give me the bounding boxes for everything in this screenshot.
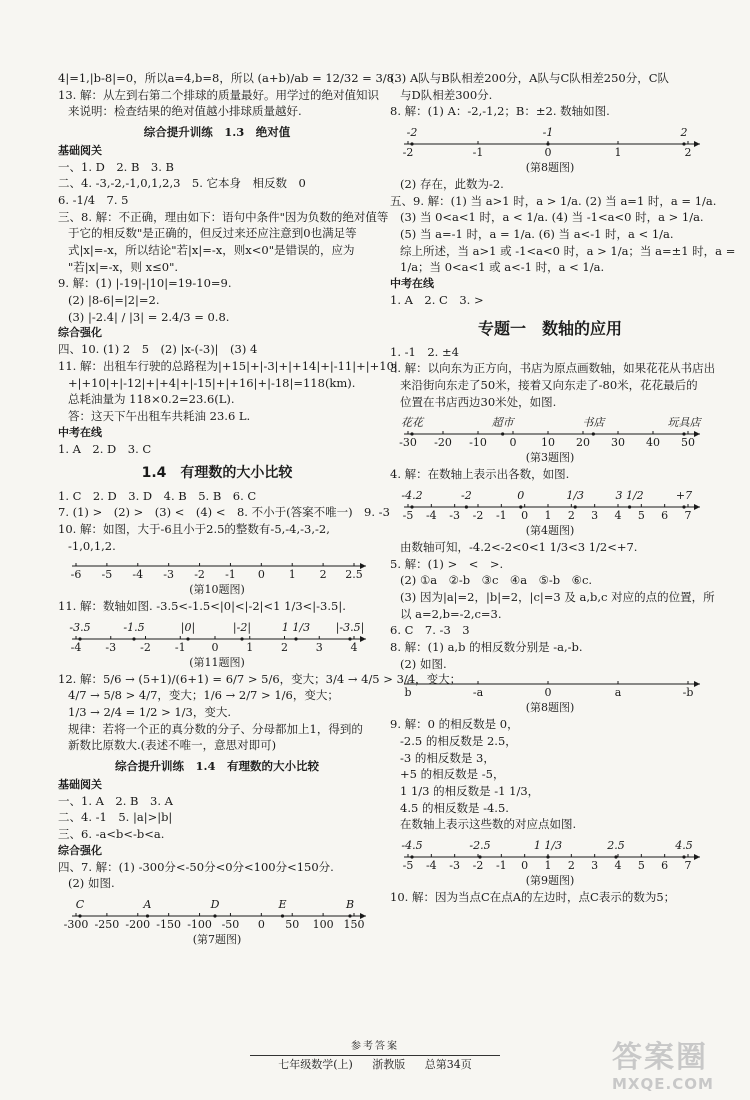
point-marker xyxy=(213,914,216,917)
point-marker xyxy=(410,433,413,436)
tick-label: 2 xyxy=(684,146,692,160)
tick-label: -6 xyxy=(70,568,82,582)
answer-text-line: 4|=1,|b-8|=0，所以a=4,b=8，所以 (a+b)/ab = 12/32 = 3/8. xyxy=(58,71,398,85)
tick-label: 10 xyxy=(541,436,555,450)
point-label: 2 xyxy=(680,126,688,140)
answer-text-line: 规律：若将一个正的真分数的分子、分母都加上1，得到的 xyxy=(68,721,363,736)
subsection-label: 基础阅关 xyxy=(58,143,102,157)
answer-text-line: 五、9. 解：(1) 当 a>1 时，a > 1/a. (2) 当 a=1 时，a = 1/a. xyxy=(390,193,717,208)
number-line-svg xyxy=(58,556,376,582)
tick-label: 2 xyxy=(567,509,575,523)
answer-text-line: 新数比原数大.(表述不唯一，意思对即可) xyxy=(68,738,277,753)
watermark-text-url: MXQE.COM xyxy=(612,1074,714,1093)
tick-label: -4 xyxy=(132,568,144,582)
number-line-svg xyxy=(390,835,710,873)
tick-label: a xyxy=(614,686,622,700)
answer-text-line: (2) 如图. xyxy=(68,876,115,891)
answer-text-line: (3) 因为|a|=2，|b|=2，|c|=3 及 a,b,c 对应的点的位置，所 xyxy=(400,590,715,605)
answer-text-line: (3) 当 0<a<1 时，a < 1/a. (4) 当 -1<a<0 时，a > 1/a. xyxy=(400,210,704,225)
tick-label: 3 xyxy=(315,640,323,654)
answer-text-line: (3) A队与B队相差200分，A队与C队相差250分，C队 xyxy=(390,71,670,85)
point-marker xyxy=(546,855,549,858)
answer-text-line: 位置在书店西边30米处，如图. xyxy=(400,394,557,409)
axis-arrow-icon xyxy=(694,681,700,687)
point-marker xyxy=(410,142,413,145)
subsection-label: 中考在线 xyxy=(390,276,434,290)
tick-label: 1 xyxy=(544,509,552,523)
point-label: -4.5 xyxy=(401,839,423,853)
point-label: 1 1/3 xyxy=(533,839,563,853)
answer-text-line: 4.5 的相反数是 -4.5. xyxy=(400,800,509,815)
answer-text-line: 四、10. (1) 2 5 (2) |x-(-3)| (3) 4 xyxy=(58,342,258,357)
tick-label: -250 xyxy=(94,918,120,932)
figure-caption: (第10题图) xyxy=(189,583,245,597)
answer-text-line: 9. 解：(1) |-19|-|10|=19-10=9. xyxy=(58,276,232,291)
section-heading: 综合提升训练 1.4 有理数的大小比较 xyxy=(114,759,319,774)
answer-text-line: +5 的相反数是 -5， xyxy=(400,767,505,782)
answer-text-line: 四、7. 解：(1) -300分<-50分<0分<100分<150分. xyxy=(58,859,334,874)
figure-caption: (第8题图) xyxy=(525,161,575,175)
answer-text-line: 6. -1/4 7. 5 xyxy=(58,192,129,207)
tick-label: 6 xyxy=(661,859,669,873)
tick-label: 5 xyxy=(637,859,645,873)
answer-text-line: (5) 当 a=-1 时，a = 1/a. (6) 当 a<-1 时，a < 1/a. xyxy=(400,226,674,241)
point-marker xyxy=(78,637,81,640)
tick-label: 2 xyxy=(319,568,327,582)
tick-label: 2.5 xyxy=(345,568,363,582)
answer-text-line: (3) |-2.4| / |3| = 2.4/3 = 0.8. xyxy=(68,309,230,324)
answer-text-line: 于它的相反数"是正确的，但反过来还应注意到0也满足等 xyxy=(68,226,357,241)
tick-label: 7 xyxy=(684,859,692,873)
point-marker xyxy=(628,505,631,508)
tick-label: -200 xyxy=(125,918,151,932)
answer-text-line: "若|x|=-x，则 x≤0". xyxy=(68,259,179,274)
tick-label: 0 xyxy=(257,568,265,582)
tick-label: -4 xyxy=(425,859,437,873)
point-marker xyxy=(682,142,685,145)
number-line-svg xyxy=(390,122,710,160)
point-marker xyxy=(146,914,149,917)
footer-grade: 七年级数学(上) xyxy=(278,1057,353,1071)
number-line-svg xyxy=(390,412,710,450)
point-label: 2.5 xyxy=(607,839,625,853)
tick-label: 50 xyxy=(681,436,695,450)
tick-label: -30 xyxy=(399,436,417,450)
point-label: D xyxy=(210,898,220,912)
answer-text-line: 1. A 2. D 3. C xyxy=(58,441,152,456)
answer-text-line: (2) 如图. xyxy=(400,656,447,671)
point-label: -1 xyxy=(542,126,554,140)
point-marker xyxy=(478,855,481,858)
subsection-label: 中考在线 xyxy=(58,425,102,439)
tick-label: -5 xyxy=(402,509,414,523)
point-label: -3.5 xyxy=(69,620,91,634)
point-marker xyxy=(546,142,549,145)
watermark-text-main: 答案圈 xyxy=(612,1040,708,1075)
point-marker xyxy=(294,637,297,640)
answer-text-line: (2) ①a ②-b ③c ④a ⑤-b ⑥c. xyxy=(400,573,593,588)
answer-text-line: 11. 解：出租车行驶的总路程为|+15|+|-3|+|+14|+|-11|+|+10| xyxy=(58,358,398,373)
point-label: +7 xyxy=(675,489,693,503)
tick-label: -1 xyxy=(174,640,186,654)
tick-label: 0 xyxy=(211,640,219,654)
answer-text-line: 9. 解：0 的相反数是 0， xyxy=(390,717,519,732)
point-label: 1/3 xyxy=(566,489,585,503)
point-marker xyxy=(132,637,135,640)
answer-text-line: 由数轴可知，-4.2<-2<0<1 1/3<3 1/2<+7. xyxy=(400,540,638,555)
tick-label: -2 xyxy=(140,640,151,654)
point-label: -1.5 xyxy=(123,620,145,634)
point-marker xyxy=(592,433,595,436)
answer-text-line: 10. 解：如图，大于-6且小于2.5的整数有-5,-4,-3,-2, xyxy=(58,521,330,536)
tick-label: 3 xyxy=(591,859,599,873)
answer-text-line: 8. 解：(1) A：-2,-1,2；B：±2. 数轴如图. xyxy=(390,104,610,119)
answer-text-line: 一、1. D 2. B 3. B xyxy=(58,159,175,174)
tick-label: -1 xyxy=(495,859,507,873)
number-line-figure xyxy=(390,835,710,889)
axis-arrow-icon xyxy=(694,141,700,147)
footer-page: 总第34页 xyxy=(424,1057,472,1071)
tick-label: -1 xyxy=(495,509,507,523)
point-marker xyxy=(348,637,351,640)
answer-text-line: 式|x|=-x，所以结论"若|x|=-x，则x<0"是错误的，应为 xyxy=(68,242,355,257)
answer-text-line: 10. 解：因为当点C在点A的左边时，点C表示的数为5； xyxy=(390,889,676,904)
tick-label: -3 xyxy=(449,509,461,523)
point-label: 玩具店 xyxy=(667,416,701,430)
point-label: B xyxy=(345,898,355,912)
point-label: |-2| xyxy=(232,620,252,634)
answer-text-line: 11. 解：数轴如图. -3.5<-1.5<|0|<|-2|<1 1/3<|-3.5|. xyxy=(58,599,346,614)
axis-arrow-icon xyxy=(360,636,366,642)
point-marker xyxy=(682,433,685,436)
number-line-figure xyxy=(58,556,376,598)
tick-label: -4 xyxy=(425,509,437,523)
tick-label: 1 xyxy=(544,859,552,873)
point-marker xyxy=(614,855,617,858)
tick-label: 100 xyxy=(312,918,334,932)
answer-text-line: 三、8. 解：不正确，理由如下：语句中条件"因为负数的绝对值等 xyxy=(58,209,389,224)
tick-label: -3 xyxy=(449,859,461,873)
point-label: 书店 xyxy=(582,416,605,430)
tick-label: 150 xyxy=(343,918,365,932)
point-marker xyxy=(348,914,351,917)
subsection-label: 基础阅关 xyxy=(58,777,102,791)
tick-label: 4 xyxy=(614,509,622,523)
point-label: -2 xyxy=(461,489,472,503)
figure-caption: (第4题图) xyxy=(525,524,575,538)
point-label: 0 xyxy=(517,489,525,503)
point-marker xyxy=(519,505,522,508)
figure-caption: (第8题图) xyxy=(525,701,575,715)
answer-text-line: 8. 解：(1) a,b 的相反数分别是 -a,-b. xyxy=(390,640,583,655)
tick-label: 7 xyxy=(684,509,692,523)
tick-label: -5 xyxy=(101,568,113,582)
answer-text-line: +|+10|+|-12|+|+4|+|-15|+|+16|+|-18|=118(km). xyxy=(68,375,356,390)
tick-label: 0 xyxy=(521,859,529,873)
figure-caption: (第3题图) xyxy=(525,451,575,465)
tick-label: 20 xyxy=(576,436,590,450)
answer-text-line: 1. -1 2. ±4 xyxy=(390,344,459,359)
point-label: 超市 xyxy=(491,416,514,430)
tick-label: 6 xyxy=(661,509,669,523)
point-label: -2.5 xyxy=(469,839,491,853)
answer-text-line: 4. 解：在数轴上表示出各数，如图. xyxy=(390,467,570,482)
answer-text-line: -3 的相反数是 3， xyxy=(400,750,495,765)
answer-text-line: 以 a=2,b=-2,c=3. xyxy=(400,606,502,621)
answer-text-line: 在数轴上表示这些数的对应点如图. xyxy=(400,817,577,832)
section-heading: 专题一 数轴的应用 xyxy=(477,318,622,338)
tick-label: -2 xyxy=(472,509,484,523)
figure-caption: (第11题图) xyxy=(189,655,245,669)
tick-label: -50 xyxy=(221,918,240,932)
tick-label: 0 xyxy=(257,918,265,932)
tick-label: 0 xyxy=(544,686,552,700)
tick-label: b xyxy=(404,686,412,700)
watermark-logo xyxy=(612,1036,742,1096)
subsection-label: 综合强化 xyxy=(58,843,102,857)
point-marker xyxy=(240,637,243,640)
answer-text-line: 12. 解：5/6 → (5+1)/(6+1) = 6/7 > 5/6，变大；3/4 → 4/5 > 3/4，变大； xyxy=(58,671,462,686)
tick-label: 4 xyxy=(350,640,358,654)
section-heading: 1.4 有理数的大小比较 xyxy=(141,465,293,482)
point-label: |-3.5| xyxy=(335,620,365,634)
tick-label: 50 xyxy=(285,918,300,932)
point-label: A xyxy=(143,898,152,912)
tick-label: 3 xyxy=(591,509,599,523)
tick-label: 2 xyxy=(281,640,288,654)
tick-label: 2 xyxy=(567,859,575,873)
tick-label: -10 xyxy=(469,436,487,450)
tick-label: 0 xyxy=(544,146,552,160)
footer-title: 参考答案 xyxy=(351,1041,399,1052)
answer-text-line: 综上所述，当 a>1 或 -1<a<0 时，a > 1/a；当 a=±1 时，a = xyxy=(400,243,736,258)
answer-text-line: 1. C 2. D 3. D 4. B 5. B 6. C xyxy=(58,488,257,503)
answer-text-line: 答：这天下午出租车共耗油 23.6 L. xyxy=(68,408,251,423)
number-line-figure xyxy=(390,412,710,466)
right-column xyxy=(390,70,736,906)
section-heading: 综合提升训练 1.3 绝对值 xyxy=(143,125,291,140)
point-label: -4.2 xyxy=(401,489,423,503)
point-label: 1 1/3 xyxy=(281,620,311,634)
number-line-figure xyxy=(390,122,710,176)
answer-text-line: 13. 解：从左到右第二个排球的质量最好。用学过的绝对值知识 xyxy=(58,87,379,102)
tick-label: 1 xyxy=(614,146,622,160)
answer-text-line: 3. 解：以向东为正方向，书店为原点画数轴，如果花花从书店出 xyxy=(390,361,716,376)
tick-label: -b xyxy=(682,686,694,700)
answer-text-line: 1/a；当 0<a<1 或 a<-1 时，a < 1/a. xyxy=(400,260,605,275)
figure-caption: (第9题图) xyxy=(525,874,575,888)
tick-label: -1 xyxy=(472,146,484,160)
answer-text-line: 一、1. A 2. B 3. A xyxy=(58,793,173,808)
point-label: 3 1/2 xyxy=(615,489,644,503)
answer-text-line: 7. (1) > (2) > (3) < (4) < 8. 不小于(答案不唯一) 9. -3 xyxy=(58,505,390,520)
number-line-svg xyxy=(390,674,710,700)
point-label: 4.5 xyxy=(675,839,693,853)
point-marker xyxy=(281,914,284,917)
number-line-figure xyxy=(390,485,710,539)
point-label: -2 xyxy=(406,126,418,140)
answer-text-line: 5. 解：(1) > < >. xyxy=(390,556,504,571)
answer-text-line: 来说明：检查结果的绝对值越小排球质量越好. xyxy=(68,104,302,119)
number-line-figure xyxy=(58,894,376,948)
tick-label: -150 xyxy=(156,918,182,932)
point-marker xyxy=(501,433,504,436)
answer-text-line: (2) |8-6|=|2|=2. xyxy=(68,293,160,307)
tick-label: -2 xyxy=(194,568,205,582)
point-marker xyxy=(186,637,189,640)
tick-label: -1 xyxy=(225,568,236,582)
tick-label: 40 xyxy=(646,436,660,450)
tick-label: -20 xyxy=(434,436,452,450)
axis-arrow-icon xyxy=(694,504,700,510)
tick-label: -a xyxy=(472,686,484,700)
tick-label: -100 xyxy=(187,918,212,932)
answer-text-line: 二、4. -1 5. |a|>|b| xyxy=(58,810,173,825)
answer-text-line: (2) 存在，此数为-2. xyxy=(400,176,504,191)
answer-text-line: 1/3 → 2/4 = 1/2 > 1/3，变大. xyxy=(68,705,232,720)
tick-label: 4 xyxy=(614,859,622,873)
point-marker xyxy=(465,505,468,508)
tick-label: -2 xyxy=(472,859,484,873)
tick-label: 1 xyxy=(246,640,254,654)
answer-text-line: 6. C 7. -3 3 xyxy=(390,623,470,638)
axis-arrow-icon xyxy=(694,854,700,860)
tick-label: 0 xyxy=(521,509,529,523)
point-label: E xyxy=(278,898,287,912)
figure-caption: (第7题图) xyxy=(192,933,242,947)
point-marker xyxy=(410,505,413,508)
tick-label: -5 xyxy=(402,859,414,873)
footer-edition: 浙教版 xyxy=(372,1057,406,1071)
answer-text-line: 1. A 2. C 3. > xyxy=(390,292,484,307)
tick-label: 30 xyxy=(611,436,625,450)
point-marker xyxy=(682,505,685,508)
answer-text-line: -1,0,1,2. xyxy=(68,538,116,553)
answer-text-line: 与D队相差300分. xyxy=(400,87,493,102)
point-label: |0| xyxy=(180,620,196,634)
tick-label: 1 xyxy=(288,568,296,582)
tick-label: -4 xyxy=(70,640,82,654)
point-label: 花花 xyxy=(401,416,423,430)
point-marker xyxy=(410,855,413,858)
subsection-label: 综合强化 xyxy=(58,326,102,340)
tick-label: 5 xyxy=(637,509,645,523)
number-line-figure xyxy=(58,617,376,671)
point-marker xyxy=(78,914,81,917)
answer-text-line: -2.5 的相反数是 2.5， xyxy=(400,734,517,748)
answer-text-line: 总耗油量为 118×0.2=23.6(L). xyxy=(68,392,235,407)
number-line-svg xyxy=(58,617,376,655)
tick-label: -2 xyxy=(402,146,414,160)
answer-text-line: 来沿街向东走了50米，接着又向东走了-80米，花花最后的 xyxy=(400,378,698,393)
point-label: C xyxy=(75,898,85,912)
answer-text-line: 二、4. -3,-2,-1,0,1,2,3 5. 它本身 相反数 0 xyxy=(58,176,306,191)
tick-label: -300 xyxy=(63,918,89,932)
point-marker xyxy=(574,505,577,508)
number-line-svg xyxy=(390,485,710,523)
number-line-svg xyxy=(58,894,376,932)
answer-text-line: 1 1/3 的相反数是 -1 1/3， xyxy=(400,784,540,799)
answer-text-line: 三、6. -a<b<-b<a. xyxy=(58,827,165,842)
point-marker xyxy=(682,855,685,858)
tick-label: -3 xyxy=(163,568,175,582)
number-line-figure xyxy=(390,674,710,716)
tick-label: -3 xyxy=(105,640,117,654)
tick-label: 0 xyxy=(509,436,517,450)
answer-text-line: 4/7 → 5/8 > 4/7，变大；1/6 → 2/7 > 1/6，变大； xyxy=(68,688,339,703)
